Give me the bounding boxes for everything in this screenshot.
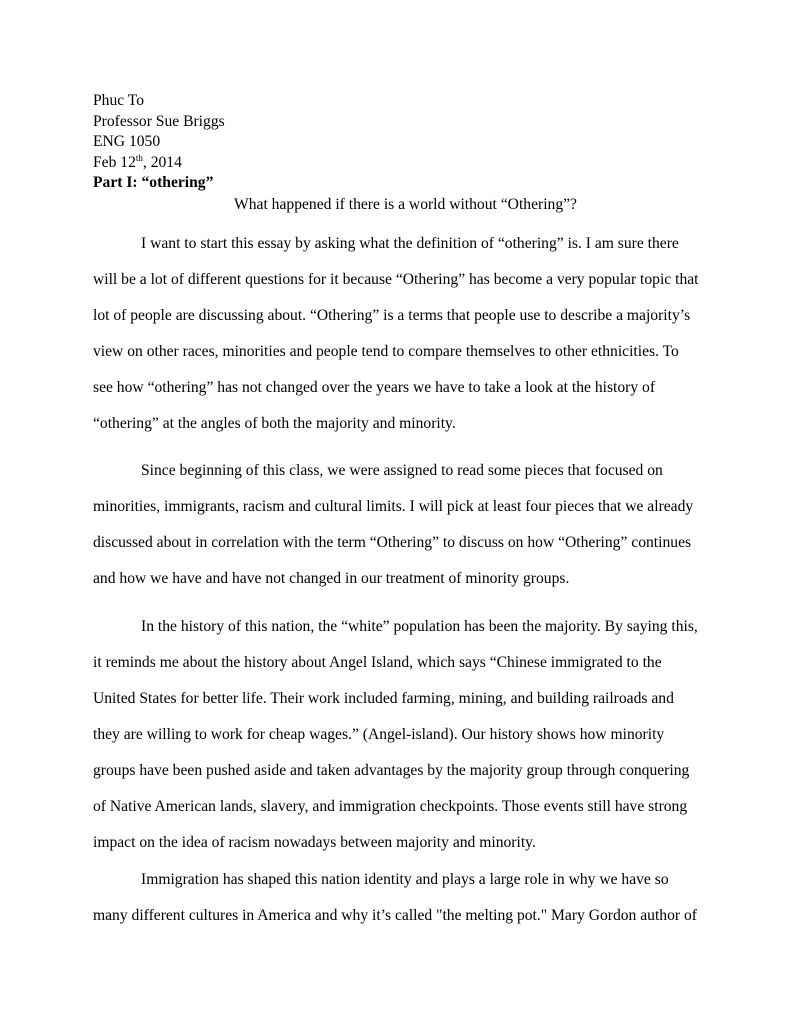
paragraph-line: “othering” at the angles of both the majority and minority. <box>93 415 456 432</box>
professor-name: Professor Sue Briggs <box>93 112 225 130</box>
paragraph-line: Immigration has shaped this nation identity and plays a large role in why we have so <box>141 871 669 888</box>
paragraph-line: minorities, immigrants, racism and cultural limits. I will pick at least four pieces that we already <box>93 498 694 515</box>
document-header <box>93 91 225 194</box>
paragraph-line: view on other races, minorities and people tend to compare themselves to other ethnicities. To <box>93 343 679 360</box>
paragraph-line: it reminds me about the history about Angel Island, which says “Chinese immigrated to the <box>93 654 662 671</box>
paragraph-line: Since beginning of this class, we were assigned to read some pieces that focused on <box>141 462 663 479</box>
paragraph-line: many different cultures in America and why it’s called "the melting pot." Mary Gordon author of <box>93 907 697 924</box>
paragraph-line: and how we have and have not changed in our treatment of minority groups. <box>93 570 570 587</box>
paragraph-line: groups have been pushed aside and taken advantages by the majority group through conquering <box>93 762 690 779</box>
date-year: , 2014 <box>142 153 182 171</box>
paragraph-line: United States for better life. Their work included farming, mining, and building railroads and <box>93 690 674 707</box>
date-month-day: Feb 12 <box>93 153 136 171</box>
paragraph-line: lot of people are discussing about. “Othering” is a terms that people use to describe a majority’s <box>93 307 691 324</box>
paragraph-line: impact on the idea of racism nowadays between majority and minority. <box>93 834 536 851</box>
essay-date <box>93 153 225 174</box>
paragraph-line: discussed about in correlation with the term “Othering” to discuss on how “Othering” continues <box>93 534 692 551</box>
paragraph-line: In the history of this nation, the “white” population has been the majority. By saying this, <box>141 618 698 635</box>
paragraph-line: see how “othering” has not changed over the years we have to take a look at the history of <box>93 379 656 396</box>
course-code: ENG 1050 <box>93 133 161 151</box>
date-ordinal: th <box>135 152 143 163</box>
author-name: Phuc To <box>93 92 145 109</box>
essay-title: What happened if there is a world without “Othering”? <box>234 196 577 213</box>
paragraph-line: will be a lot of different questions for it because “Othering” has become a very popular topic that <box>93 271 699 288</box>
paragraph-line: I want to start this essay by asking what the definition of “othering” is. I am sure there <box>141 235 679 252</box>
paragraph-line: of Native American lands, slavery, and immigration checkpoints. Those events still have strong <box>93 798 688 815</box>
part-heading: Part I: “othering” <box>93 174 214 192</box>
paragraph-line: they are willing to work for cheap wages.” (Angel-island). Our history shows how minority <box>93 726 665 743</box>
